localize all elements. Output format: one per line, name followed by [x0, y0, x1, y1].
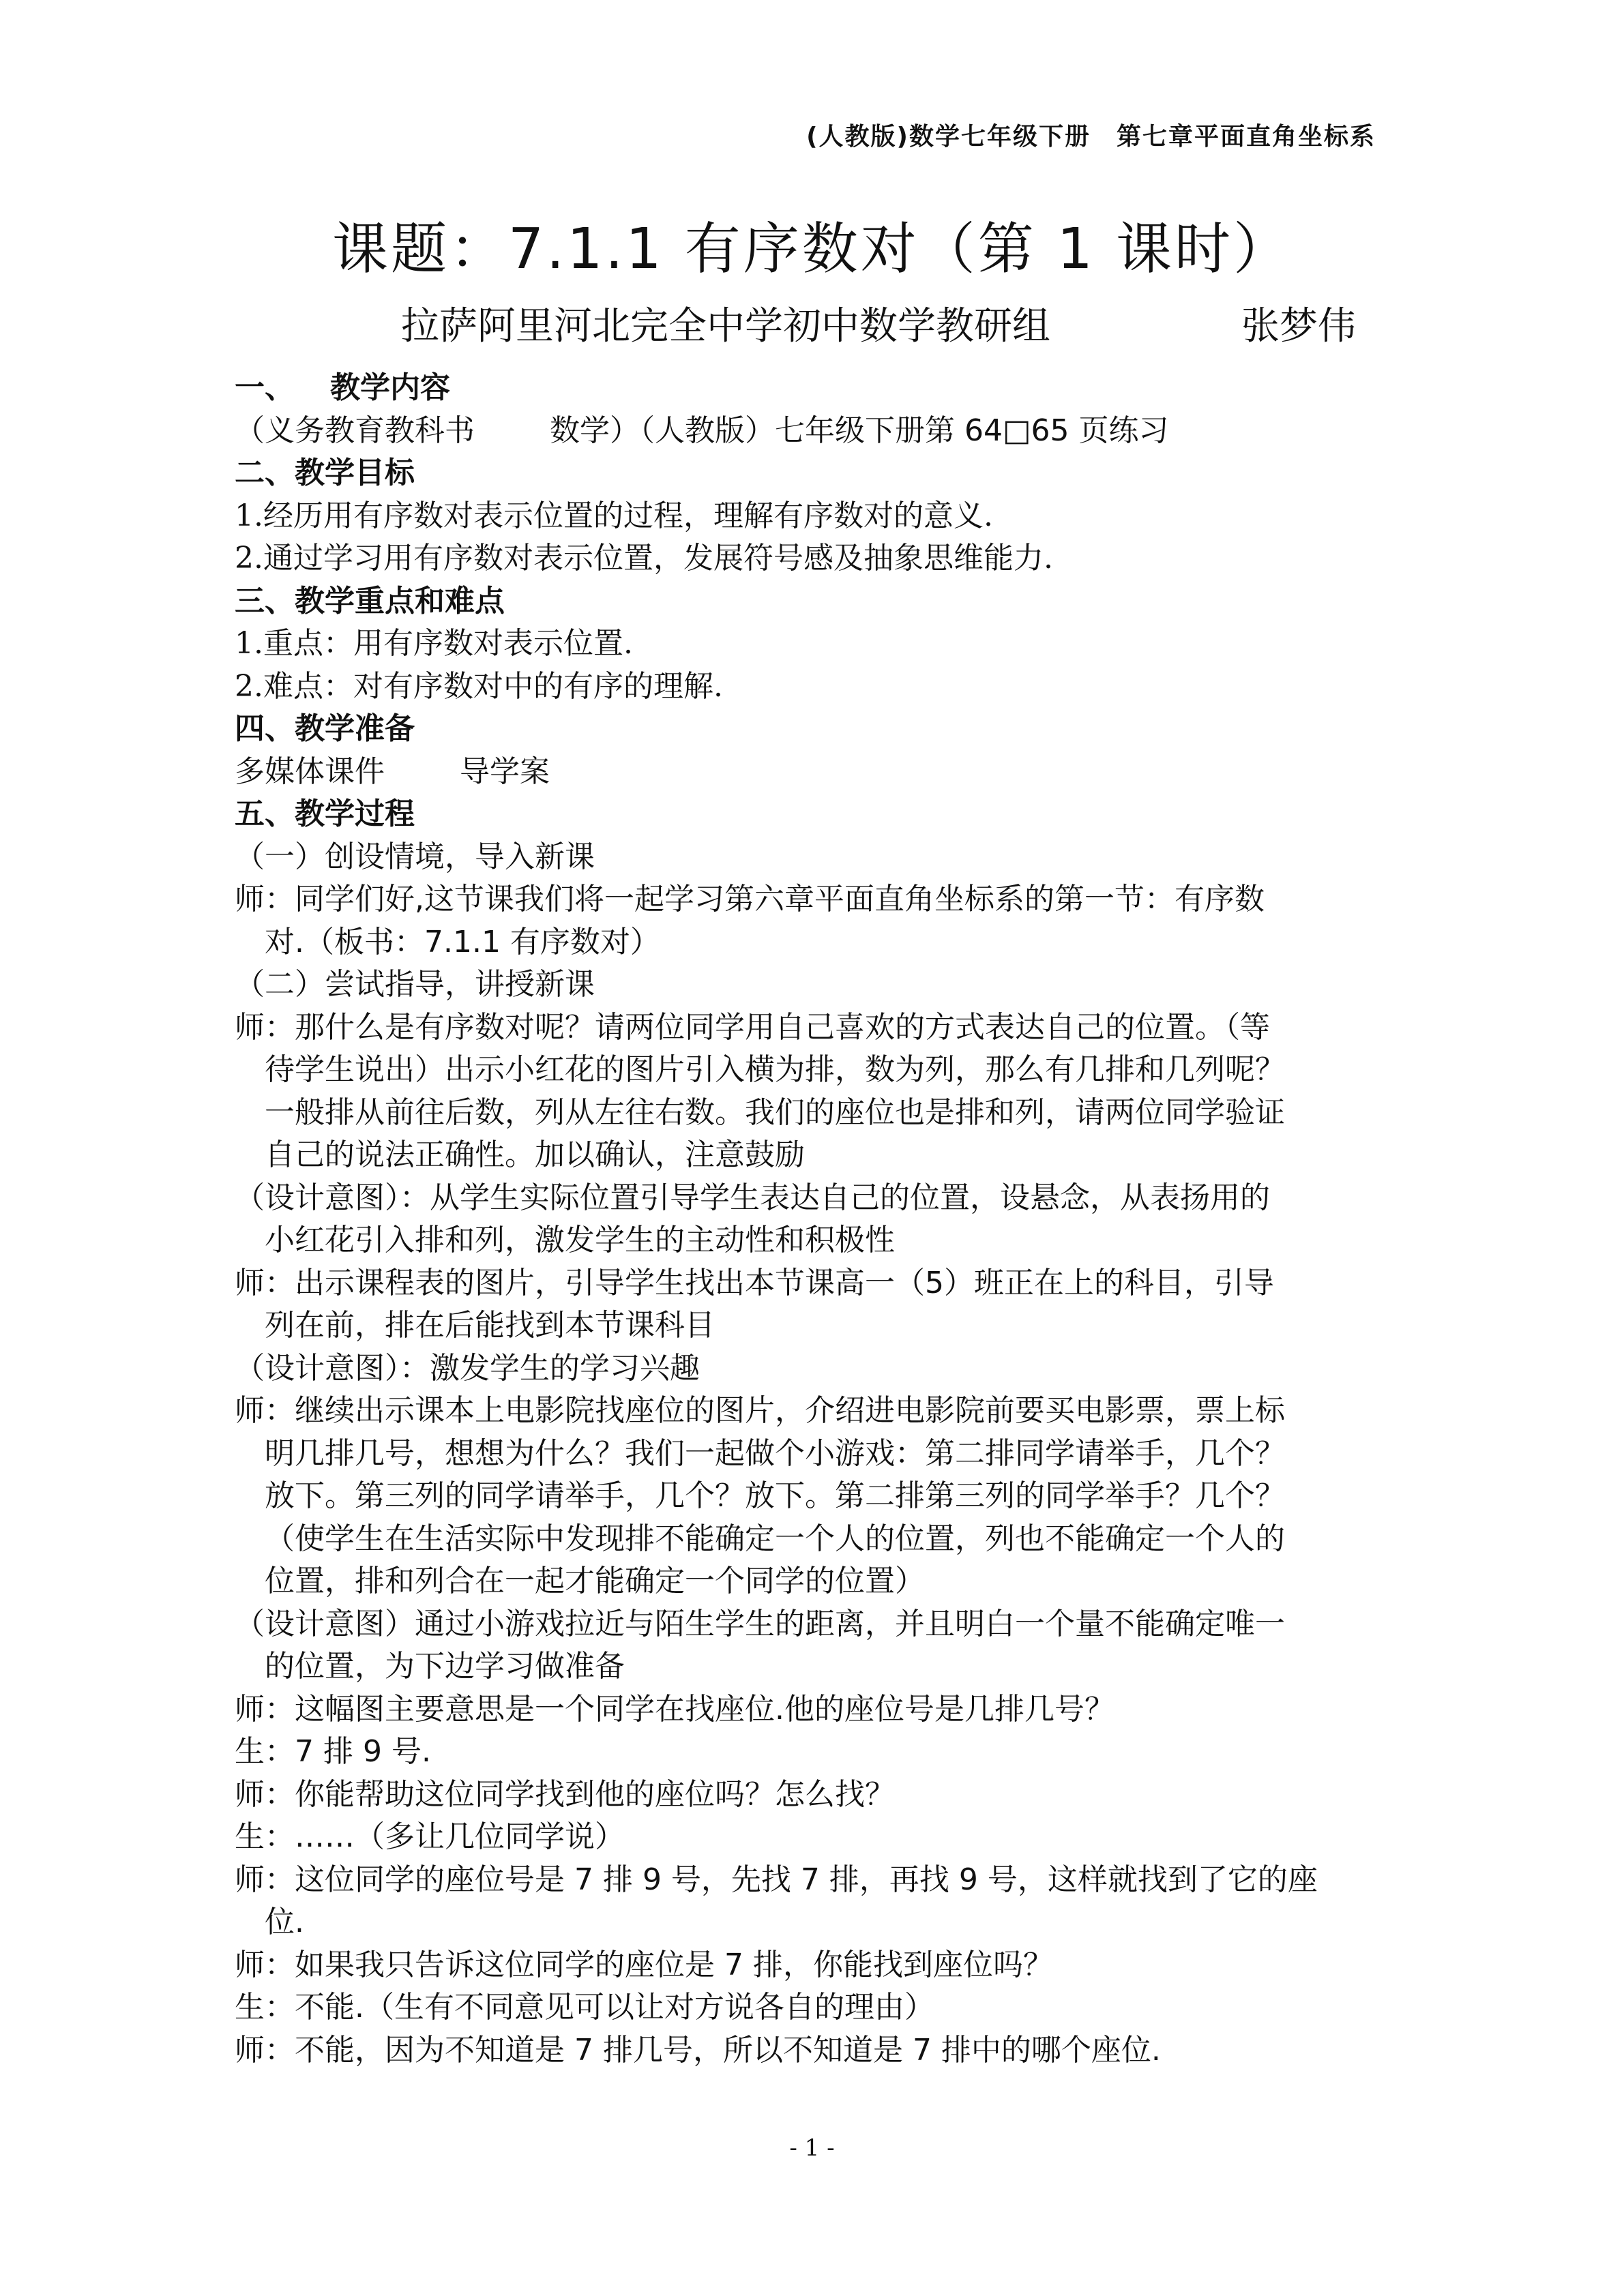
document-body — [235, 367, 1387, 2072]
process-line: （设计意图）通过小游戏拉近与陌生学生的距离，并且明白一个量不能确定唯一 — [235, 1606, 1285, 1641]
process-line: 师：同学们好,这节课我们将一起学习第六章平面直角坐标系的第一节：有序数 — [235, 882, 1265, 916]
process-line: 师：你能帮助这位同学找到他的座位吗？怎么找？ — [235, 1776, 895, 1812]
section-heading-process: 五、教学过程 — [235, 796, 415, 831]
process-line: 师：继续出示课本上电影院找座位的图片，介绍进电影院前要买电影票，票上标 — [235, 1393, 1285, 1428]
process-line: （设计意图）：激发学生的学习兴趣 — [235, 1350, 700, 1386]
process-line: （设计意图）：从学生实际位置引导学生表达自己的位置，设悬念，从表扬用的 — [235, 1180, 1270, 1215]
process-line: 师：不能，因为不知道是 7 排几号，所以不知道是 7 排中的哪个座位. — [235, 2032, 1161, 2068]
process-line: 放下。第三列的同学请举手，几个？放下。第二排第三列的同学举手？几个？ — [265, 1478, 1285, 1513]
process-line: 生：不能.（生有不同意见可以让对方说各自的理由） — [235, 1990, 934, 2025]
teaching-group: 拉萨阿里河北完全中学初中数学教研组 — [401, 304, 1050, 348]
lesson-title: 课题：7.1.1 有序数对（第 1 课时） — [331, 217, 1292, 282]
process-line: 师：出示课程表的图片，引导学生找出本节课高一（5）班正在上的科目，引导 — [235, 1265, 1274, 1300]
process-line: 一般排从前往后数，列从左往右数。我们的座位也是排和列，请两位同学验证 — [265, 1094, 1285, 1130]
process-line: 位置，排和列合在一起才能确定一个同学的位置） — [265, 1564, 925, 1598]
textbook-reference — [235, 410, 1387, 453]
goal-item: 1.经历用有序数对表示位置的过程，理解有序数对的意义. — [235, 498, 993, 533]
process-line: 生：7 排 9 号. — [235, 1734, 431, 1769]
process-line: 的位置，为下边学习做准备 — [265, 1649, 625, 1684]
preparation-item: 导学案 — [460, 754, 550, 789]
running-header: (人教版)数学七年级下册 第七章平面直角坐标系 — [806, 123, 1376, 151]
keypoint-item: 2.难点：对有序数对中的有序的理解. — [235, 668, 723, 704]
process-line: 师：那什么是有序数对呢？请两位同学用自己喜欢的方式表达自己的位置。（等 — [235, 1009, 1270, 1045]
goal-item: 2.通过学习用有序数对表示位置，发展符号感及抽象思维能力. — [235, 541, 1053, 576]
preparation-items — [235, 751, 1387, 794]
process-line: 位. — [265, 1905, 304, 1939]
section-heading-goals: 二、教学目标 — [235, 456, 415, 490]
page-number: - 1 - — [789, 2134, 835, 2162]
process-subheading: （二）尝试指导，讲授新课 — [235, 967, 595, 1002]
author-line — [401, 296, 1356, 351]
process-line: 明几排几号，想想为什么？我们一起做个小游戏：第二排同学请举手，几个？ — [265, 1435, 1285, 1471]
section-heading-content — [235, 367, 1387, 410]
process-line: 生：……（多让几位同学说） — [235, 1819, 625, 1854]
process-line: 小红花引入排和列，激发学生的主动性和积极性 — [265, 1223, 895, 1257]
section-title: 教学内容 — [330, 370, 450, 405]
textbook-reference-a: （义务教育教科书 — [235, 413, 475, 448]
preparation-item: 多媒体课件 — [235, 754, 385, 789]
process-line: 师：这幅图主要意思是一个同学在找座位.他的座位号是几排几号？ — [235, 1691, 1114, 1727]
textbook-reference-b: 数学）（人教版）七年级下册第 64□65 页练习 — [550, 413, 1169, 448]
process-line: 师：如果我只告诉这位同学的座位是 7 排，你能找到座位吗？ — [235, 1947, 1053, 1982]
process-line: 列在前，排在后能找到本节课科目 — [265, 1308, 715, 1343]
section-heading-preparation: 四、教学准备 — [235, 711, 415, 746]
process-line: 待学生说出）出示小红花的图片引入横为排，数为列，那么有几排和几列呢？ — [265, 1052, 1285, 1087]
keypoint-item: 1.重点：用有序数对表示位置. — [235, 626, 633, 661]
section-heading-keypoints: 三、教学重点和难点 — [235, 583, 505, 618]
process-line: 自己的说法正确性。加以确认，注意鼓励 — [265, 1137, 805, 1172]
process-line: 师：这位同学的座位号是 7 排 9 号，先找 7 排，再找 9 号，这样就找到了它的座 — [235, 1862, 1318, 1897]
process-line: （使学生在生活实际中发现排不能确定一个人的位置，列也不能确定一个人的 — [265, 1521, 1285, 1556]
author-name: 张梦伟 — [1241, 304, 1356, 348]
process-subheading: （一）创设情境，导入新课 — [235, 839, 595, 874]
section-number: 一、 — [235, 370, 295, 405]
process-line: 对.（板书：7.1.1 有序数对） — [265, 924, 660, 959]
